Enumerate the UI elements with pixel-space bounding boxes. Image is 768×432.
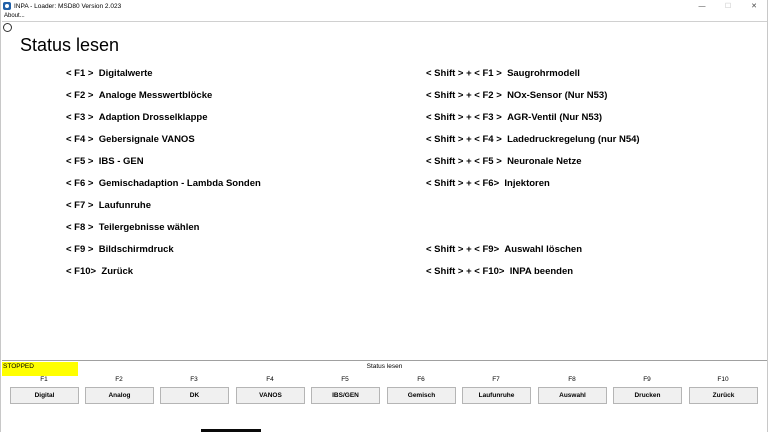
function-bar-area bbox=[2, 360, 767, 432]
fkey-label-f6: F6 bbox=[417, 376, 425, 383]
key-description: Teilergebnisse wählen bbox=[98, 222, 200, 233]
drucken-button[interactable]: Drucken bbox=[613, 387, 682, 404]
fkey-label-f2: F2 bbox=[115, 376, 123, 383]
right-key-shift-f9 bbox=[426, 244, 582, 255]
main-area bbox=[2, 21, 767, 360]
key-description: Neuronale Netze bbox=[507, 156, 582, 167]
key-description: INPA beenden bbox=[509, 266, 574, 277]
zurueck-button[interactable]: Zurück bbox=[689, 387, 758, 404]
maximize-button[interactable]: ☐ bbox=[724, 3, 732, 10]
fkey-label-f4: F4 bbox=[266, 376, 274, 383]
left-key-f9 bbox=[66, 244, 174, 255]
close-button[interactable]: ✕ bbox=[751, 3, 757, 10]
key-combo: < Shift > + < F4 > bbox=[426, 134, 502, 145]
key-description: AGR-Ventil (Nur N53) bbox=[507, 112, 603, 123]
key-description: IBS - GEN bbox=[98, 156, 144, 167]
inpa-app-icon bbox=[3, 2, 11, 10]
title-bar bbox=[1, 0, 767, 12]
left-key-f3 bbox=[66, 112, 208, 123]
left-key-f5 bbox=[66, 156, 144, 167]
fkey-label-f5: F5 bbox=[341, 376, 349, 383]
right-key-shift-f6 bbox=[426, 178, 550, 189]
key-combo: < F7 > bbox=[66, 200, 94, 211]
key-description: Gebersignale VANOS bbox=[98, 134, 195, 145]
key-combo: < F6 > bbox=[66, 178, 94, 189]
right-key-shift-f3 bbox=[426, 112, 602, 123]
key-combo: < Shift > + < F6> bbox=[426, 178, 500, 189]
key-combo: < F10> bbox=[66, 266, 97, 277]
right-key-shift-f4 bbox=[426, 134, 640, 145]
key-description: Laufunruhe bbox=[98, 200, 151, 211]
right-key-shift-f5 bbox=[426, 156, 582, 167]
key-description: Gemischadaption - Lambda Sonden bbox=[98, 178, 261, 189]
left-key-f1 bbox=[66, 68, 153, 79]
left-key-f2 bbox=[66, 90, 212, 101]
ibs-gen-button[interactable]: IBS/GEN bbox=[311, 387, 380, 404]
fkey-label-f9: F9 bbox=[643, 376, 651, 383]
left-key-f8 bbox=[66, 222, 199, 233]
gemisch-button[interactable]: Gemisch bbox=[387, 387, 456, 404]
laufunruhe-button[interactable]: Laufunruhe bbox=[462, 387, 531, 404]
fkey-label-f3: F3 bbox=[190, 376, 198, 383]
key-combo: < F9 > bbox=[66, 244, 94, 255]
fkey-label-f10: F10 bbox=[717, 376, 729, 383]
dk-button[interactable]: DK bbox=[160, 387, 229, 404]
window-title: INPA - Loader: MSD80 Version 2.023 bbox=[14, 2, 122, 10]
circle-icon bbox=[3, 23, 12, 32]
key-description: Adaption Drosselklappe bbox=[98, 112, 208, 123]
key-description: Auswahl löschen bbox=[504, 244, 583, 255]
menu-bar bbox=[1, 12, 767, 21]
key-description: NOx-Sensor (Nur N53) bbox=[507, 90, 608, 101]
page-title: Status lesen bbox=[20, 35, 120, 55]
key-combo: < Shift > + < F1 > bbox=[426, 68, 502, 79]
status-screen-title: Status lesen bbox=[366, 363, 403, 370]
analog-button[interactable]: Analog bbox=[85, 387, 154, 404]
key-combo: < F1 > bbox=[66, 68, 94, 79]
key-combo: < F3 > bbox=[66, 112, 94, 123]
key-description: Ladedruckregelung (nur N54) bbox=[507, 134, 640, 145]
digital-button[interactable]: Digital bbox=[10, 387, 79, 404]
fkey-label-f1: F1 bbox=[40, 376, 48, 383]
key-description: Bildschirmdruck bbox=[98, 244, 174, 255]
vanos-button[interactable]: VANOS bbox=[236, 387, 305, 404]
key-description: Saugrohrmodell bbox=[507, 68, 580, 79]
key-description: Injektoren bbox=[504, 178, 550, 189]
right-key-shift-f1 bbox=[426, 68, 580, 79]
key-description: Analoge Messwertblöcke bbox=[98, 90, 213, 101]
key-combo: < F5 > bbox=[66, 156, 94, 167]
key-description: Zurück bbox=[101, 266, 134, 277]
right-key-shift-f10 bbox=[426, 266, 573, 277]
key-combo: < Shift > + < F3 > bbox=[426, 112, 502, 123]
key-combo: < F8 > bbox=[66, 222, 94, 233]
left-key-f10 bbox=[66, 266, 133, 277]
status-badge: STOPPED bbox=[2, 362, 78, 376]
left-key-f7 bbox=[66, 200, 151, 211]
key-combo: < F2 > bbox=[66, 90, 94, 101]
key-combo: < F4 > bbox=[66, 134, 94, 145]
menu-about[interactable]: About... bbox=[4, 13, 25, 19]
minimize-button[interactable]: — bbox=[698, 2, 706, 10]
key-combo: < Shift > + < F10> bbox=[426, 266, 505, 277]
key-combo: < Shift > + < F5 > bbox=[426, 156, 502, 167]
right-key-shift-f2 bbox=[426, 90, 607, 101]
key-description: Digitalwerte bbox=[98, 68, 153, 79]
fkey-label-f7: F7 bbox=[492, 376, 500, 383]
key-combo: < Shift > + < F9> bbox=[426, 244, 500, 255]
left-key-f4 bbox=[66, 134, 195, 145]
left-key-f6 bbox=[66, 178, 261, 189]
function-key-labels bbox=[7, 376, 762, 386]
key-combo: < Shift > + < F2 > bbox=[426, 90, 502, 101]
auswahl-button[interactable]: Auswahl bbox=[538, 387, 607, 404]
fkey-label-f8: F8 bbox=[568, 376, 576, 383]
